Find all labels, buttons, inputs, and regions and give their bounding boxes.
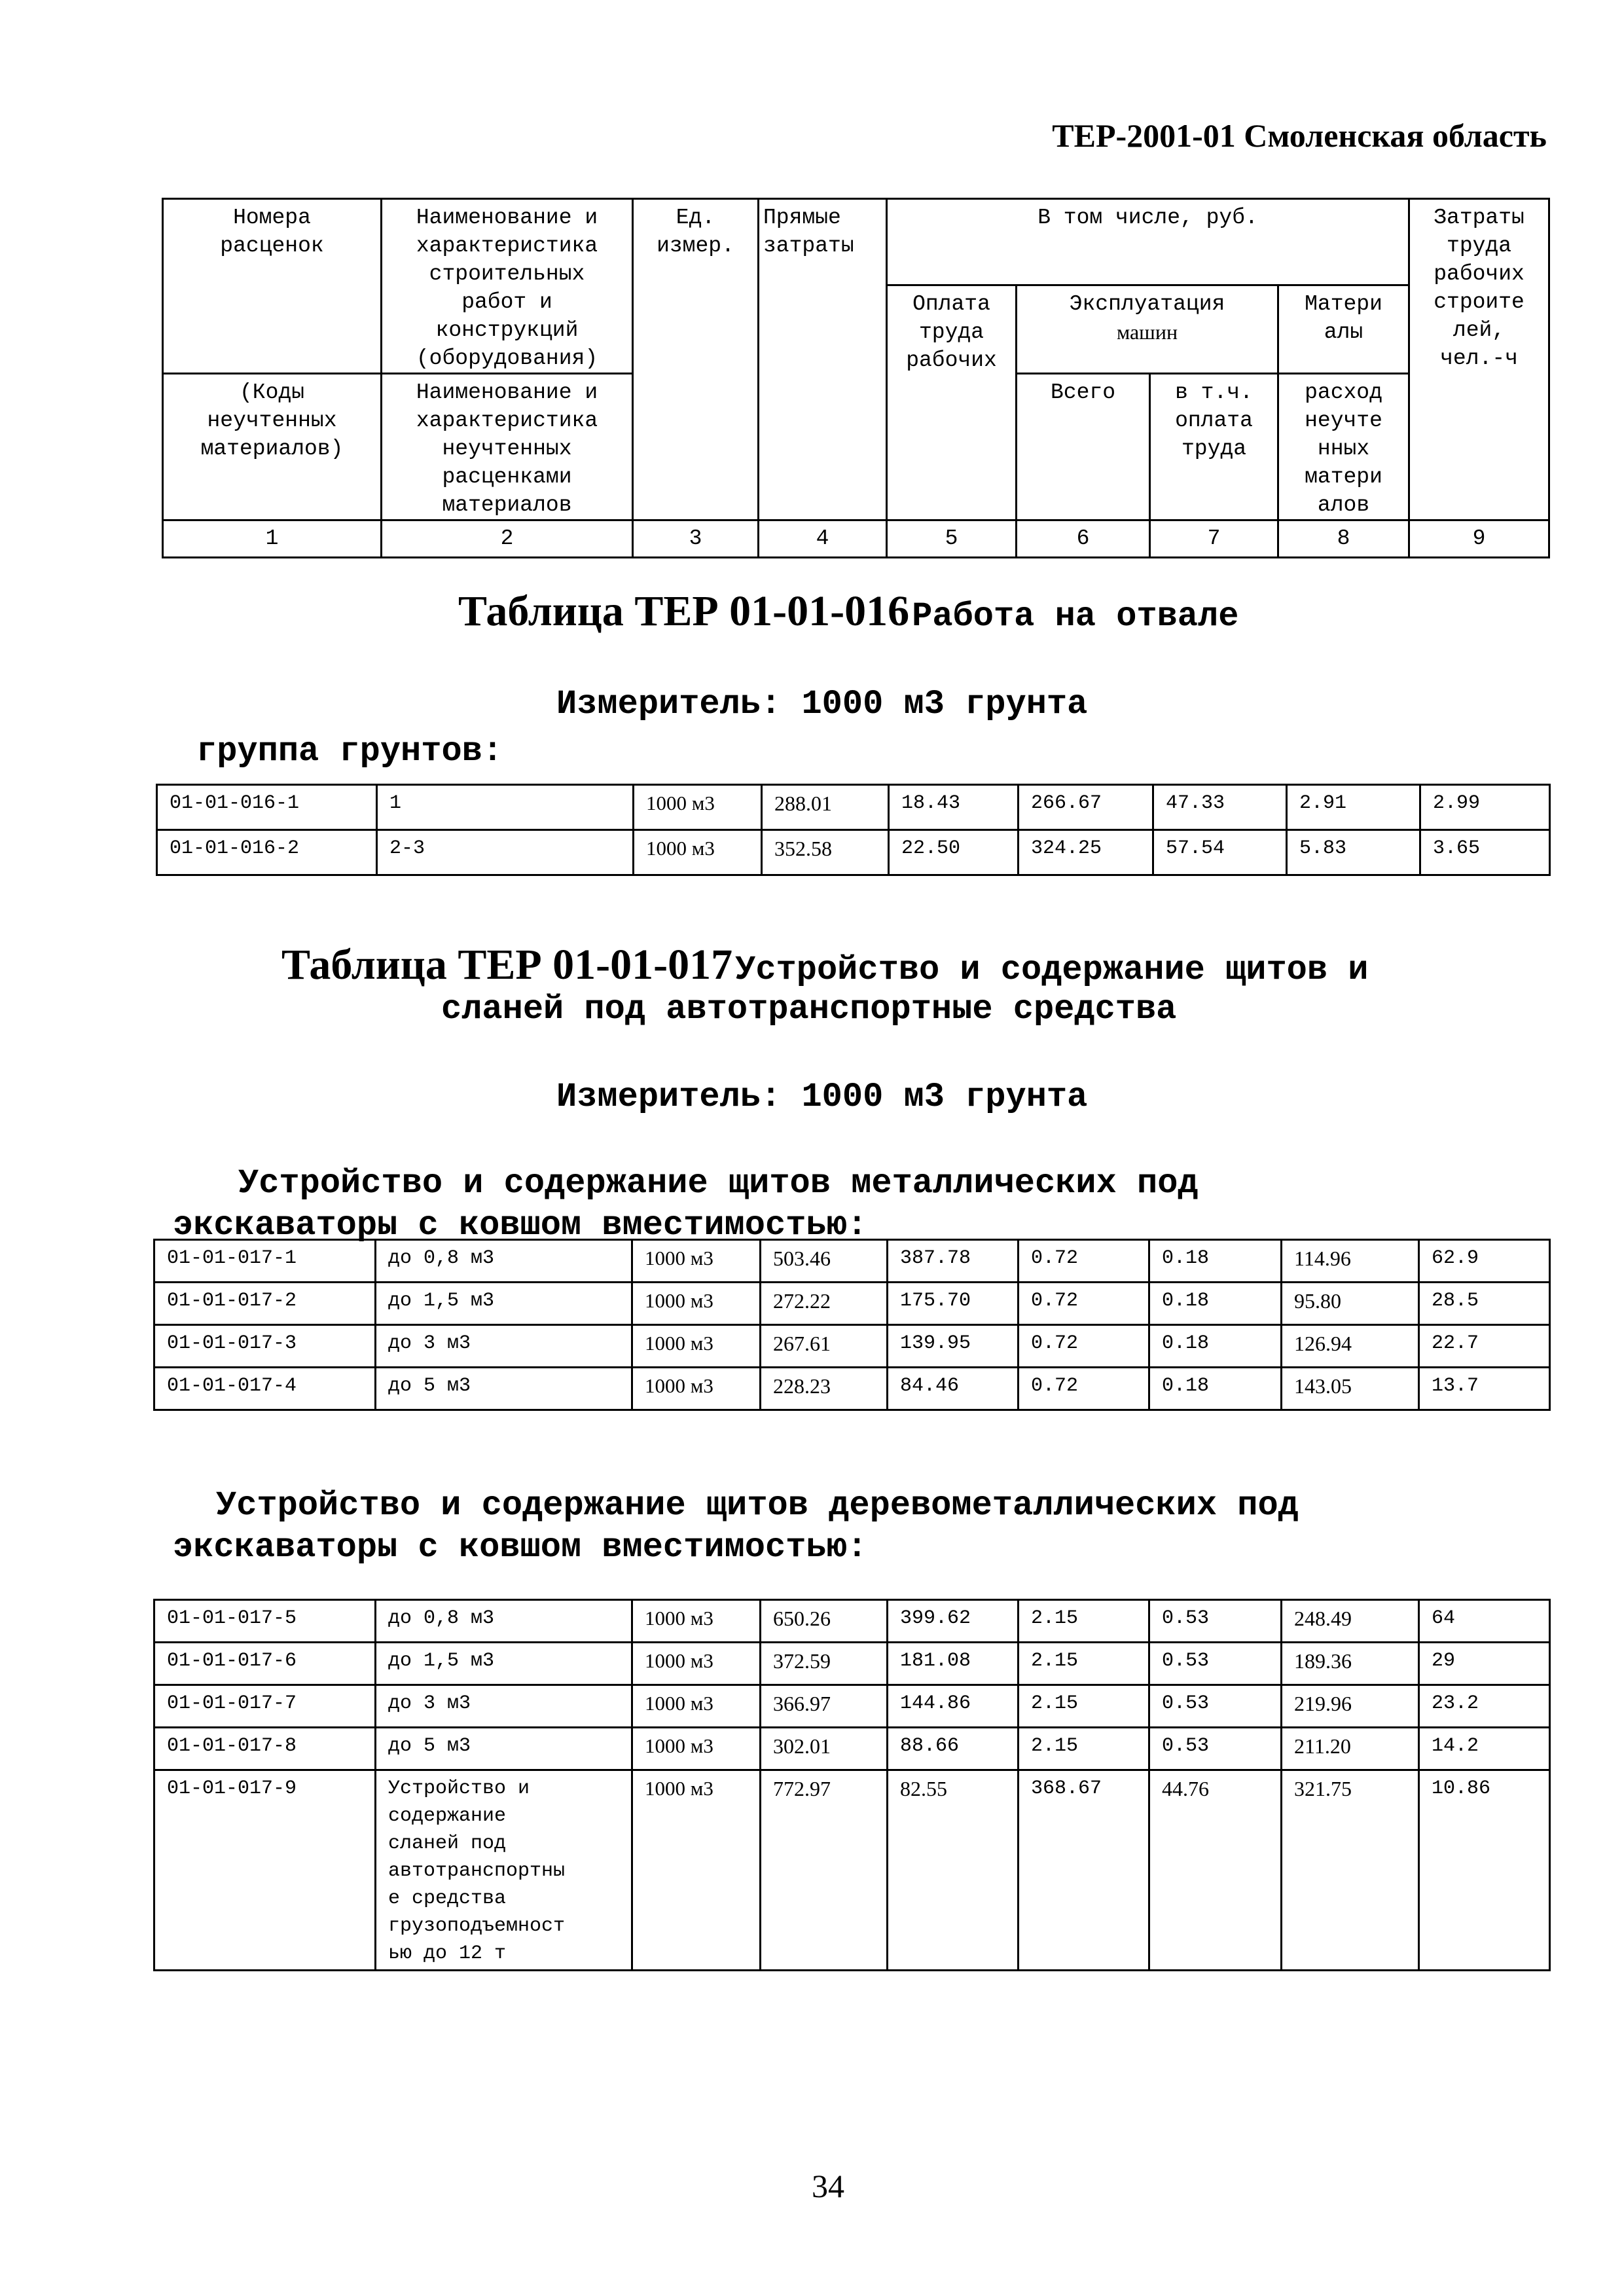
- wages: 18.43: [889, 785, 1019, 830]
- machines-wages: 57.54: [1153, 830, 1287, 875]
- labor-hours: 29: [1419, 1643, 1550, 1685]
- machines-total: 0.72: [1019, 1240, 1149, 1283]
- wages: 82.55: [888, 1770, 1019, 1971]
- direct-costs: 772.97: [761, 1770, 888, 1971]
- materials: 95.80: [1282, 1283, 1419, 1325]
- document-title: ТЕР-2001-01 Смоленская область: [1052, 117, 1547, 154]
- rate-code: 01-01-016-2: [157, 830, 377, 875]
- header-machines: Эксплуатация машин: [1017, 285, 1278, 374]
- unit: 1000 м3: [632, 1600, 761, 1643]
- table-017-wood-metal: [153, 1599, 1551, 1971]
- header-direct-costs: Прямые затраты: [759, 199, 887, 520]
- table-017-title: Таблица ТЕР 01-01-017 Устройство и содержание щитов и: [281, 941, 1369, 989]
- column-number: 5: [887, 520, 1017, 558]
- rate-code: 01-01-017-7: [154, 1685, 376, 1728]
- machines-wages: 47.33: [1153, 785, 1287, 830]
- unit: 1000 м3: [634, 785, 762, 830]
- column-number: 8: [1278, 520, 1409, 558]
- table-016: [156, 784, 1551, 876]
- wages: 84.46: [888, 1368, 1019, 1410]
- direct-costs: 650.26: [761, 1600, 888, 1643]
- direct-costs: 272.22: [761, 1283, 888, 1325]
- rate-code: 01-01-017-8: [154, 1728, 376, 1770]
- table-016-meter: Измеритель: 1000 м3 грунта: [556, 685, 1088, 723]
- labor-hours: 23.2: [1419, 1685, 1550, 1728]
- work-name: 2-3: [377, 830, 634, 875]
- soil-group-label: группа грунтов:: [196, 732, 503, 771]
- materials: 5.83: [1287, 830, 1420, 875]
- rate-code: 01-01-017-3: [154, 1325, 376, 1368]
- direct-costs: 366.97: [761, 1685, 888, 1728]
- table-row: [157, 785, 1550, 830]
- rate-code: 01-01-017-5: [154, 1600, 376, 1643]
- machines-wages: 0.18: [1149, 1325, 1282, 1368]
- work-name: до 3 м3: [376, 1325, 632, 1368]
- unit: 1000 м3: [632, 1770, 761, 1971]
- table-017-meter: Измеритель: 1000 м3 грунта: [556, 1078, 1088, 1116]
- direct-costs: 352.58: [762, 830, 889, 875]
- machines-total: 0.72: [1019, 1325, 1149, 1368]
- table-row: [154, 1283, 1550, 1325]
- table-016-title: Таблица ТЕР 01-01-016 Работа на отвале: [458, 587, 1239, 636]
- header-machines-total: Всего: [1017, 374, 1150, 520]
- labor-hours: 2.99: [1420, 785, 1550, 830]
- table-row: [154, 1770, 1550, 1971]
- labor-hours: 10.86: [1419, 1770, 1550, 1971]
- direct-costs: 228.23: [761, 1368, 888, 1410]
- machines-wages: 0.53: [1149, 1643, 1282, 1685]
- materials: 114.96: [1282, 1240, 1419, 1283]
- unit: 1000 м3: [632, 1283, 761, 1325]
- column-number: 7: [1150, 520, 1278, 558]
- unit: 1000 м3: [634, 830, 762, 875]
- header-labor-hours: Затраты труда рабочих строите лей, чел.-ч: [1409, 199, 1549, 520]
- header-name: Наименование и характеристика строительных работ и конструкций (оборудования): [382, 199, 633, 374]
- labor-hours: 3.65: [1420, 830, 1550, 875]
- work-name: до 1,5 м3: [376, 1643, 632, 1685]
- machines-wages: 0.53: [1149, 1600, 1282, 1643]
- machines-wages: 0.18: [1149, 1368, 1282, 1410]
- column-number: 3: [633, 520, 759, 558]
- rate-code: 01-01-017-1: [154, 1240, 376, 1283]
- materials: 143.05: [1282, 1368, 1419, 1410]
- wages: 181.08: [888, 1643, 1019, 1685]
- labor-hours: 13.7: [1419, 1368, 1550, 1410]
- header-including-group: В том числе, руб.: [887, 199, 1409, 285]
- direct-costs: 503.46: [761, 1240, 888, 1283]
- wages: 144.86: [888, 1685, 1019, 1728]
- materials: 211.20: [1282, 1728, 1419, 1770]
- machines-wages: 44.76: [1149, 1770, 1282, 1971]
- column-number: 2: [382, 520, 633, 558]
- work-name: 1: [377, 785, 634, 830]
- materials: 2.91: [1287, 785, 1420, 830]
- header-machines-wages: в т.ч. оплата труда: [1150, 374, 1278, 520]
- section-metal-shields: Устройство и содержание щитов металлических под: [238, 1164, 1199, 1203]
- column-number: 6: [1017, 520, 1150, 558]
- labor-hours: 22.7: [1419, 1325, 1550, 1368]
- wages: 88.66: [888, 1728, 1019, 1770]
- table-017-title-line2: сланей под автотранспортные средства: [441, 990, 1177, 1029]
- table-row: [157, 830, 1550, 875]
- table-row: [154, 1325, 1550, 1368]
- unit: 1000 м3: [632, 1685, 761, 1728]
- machines-total: 368.67: [1019, 1770, 1149, 1971]
- work-name: до 3 м3: [376, 1685, 632, 1728]
- column-header-table: [162, 198, 1550, 558]
- wages: 175.70: [888, 1283, 1019, 1325]
- machines-total: 0.72: [1019, 1368, 1149, 1410]
- table-row: [154, 1728, 1550, 1770]
- materials: 189.36: [1282, 1643, 1419, 1685]
- column-number: 9: [1409, 520, 1549, 558]
- rate-code: 01-01-016-1: [157, 785, 377, 830]
- table-row: [154, 1368, 1550, 1410]
- section-wood-metal-shields: Устройство и содержание щитов деревометаллических под: [216, 1486, 1299, 1525]
- table-row: [154, 1685, 1550, 1728]
- rate-code: 01-01-017-2: [154, 1283, 376, 1325]
- direct-costs: 267.61: [761, 1325, 888, 1368]
- direct-costs: 372.59: [761, 1643, 888, 1685]
- machines-total: 2.15: [1019, 1600, 1149, 1643]
- machines-total: 266.67: [1019, 785, 1153, 830]
- section-metal-shields-line2: экскаваторы с ковшом вместимостью:: [173, 1206, 867, 1245]
- table-row: [154, 1600, 1550, 1643]
- labor-hours: 14.2: [1419, 1728, 1550, 1770]
- header-wages: Оплата труда рабочих: [887, 285, 1017, 520]
- work-name: до 1,5 м3: [376, 1283, 632, 1325]
- machines-total: 2.15: [1019, 1643, 1149, 1685]
- header-code: Номера расценок: [163, 199, 382, 374]
- materials: 126.94: [1282, 1325, 1419, 1368]
- unit: 1000 м3: [632, 1728, 761, 1770]
- direct-costs: 288.01: [762, 785, 889, 830]
- machines-wages: 0.53: [1149, 1728, 1282, 1770]
- rate-code: 01-01-017-9: [154, 1770, 376, 1971]
- wages: 387.78: [888, 1240, 1019, 1283]
- wages: 22.50: [889, 830, 1019, 875]
- column-number: 4: [759, 520, 887, 558]
- unit: 1000 м3: [632, 1643, 761, 1685]
- labor-hours: 28.5: [1419, 1283, 1550, 1325]
- header-material-code: (Коды неучтенных материалов): [163, 374, 382, 520]
- materials: 321.75: [1282, 1770, 1419, 1971]
- rate-code: 01-01-017-6: [154, 1643, 376, 1685]
- header-materials: Матери алы: [1278, 285, 1409, 374]
- wages: 399.62: [888, 1600, 1019, 1643]
- table-017-metal: [153, 1239, 1551, 1411]
- labor-hours: 62.9: [1419, 1240, 1550, 1283]
- work-name: до 5 м3: [376, 1728, 632, 1770]
- wages: 139.95: [888, 1325, 1019, 1368]
- work-name: до 5 м3: [376, 1368, 632, 1410]
- table-row: [154, 1240, 1550, 1283]
- column-number: 1: [163, 520, 382, 558]
- direct-costs: 302.01: [761, 1728, 888, 1770]
- machines-total: 2.15: [1019, 1728, 1149, 1770]
- rate-code: 01-01-017-4: [154, 1368, 376, 1410]
- machines-total: 0.72: [1019, 1283, 1149, 1325]
- unit: 1000 м3: [632, 1240, 761, 1283]
- unit: 1000 м3: [632, 1325, 761, 1368]
- machines-total: 324.25: [1019, 830, 1153, 875]
- machines-wages: 0.18: [1149, 1240, 1282, 1283]
- materials: 248.49: [1282, 1600, 1419, 1643]
- labor-hours: 64: [1419, 1600, 1550, 1643]
- work-name: до 0,8 м3: [376, 1240, 632, 1283]
- machines-wages: 0.18: [1149, 1283, 1282, 1325]
- machines-wages: 0.53: [1149, 1685, 1282, 1728]
- header-material-consumption: расход неучте нных матери алов: [1278, 374, 1409, 520]
- page-number: 34: [812, 2168, 844, 2204]
- work-name: до 0,8 м3: [376, 1600, 632, 1643]
- work-name: Устройство и содержание сланей под автотранспортны е средства грузоподъемност ью до 12 т: [376, 1770, 632, 1971]
- section-wood-metal-shields-line2: экскаваторы с ковшом вместимостью:: [173, 1528, 867, 1567]
- header-material-name: Наименование и характеристика неучтенных расценками материалов: [382, 374, 633, 520]
- materials: 219.96: [1282, 1685, 1419, 1728]
- header-unit: Ед. измер.: [633, 199, 759, 520]
- table-row: [154, 1643, 1550, 1685]
- unit: 1000 м3: [632, 1368, 761, 1410]
- machines-total: 2.15: [1019, 1685, 1149, 1728]
